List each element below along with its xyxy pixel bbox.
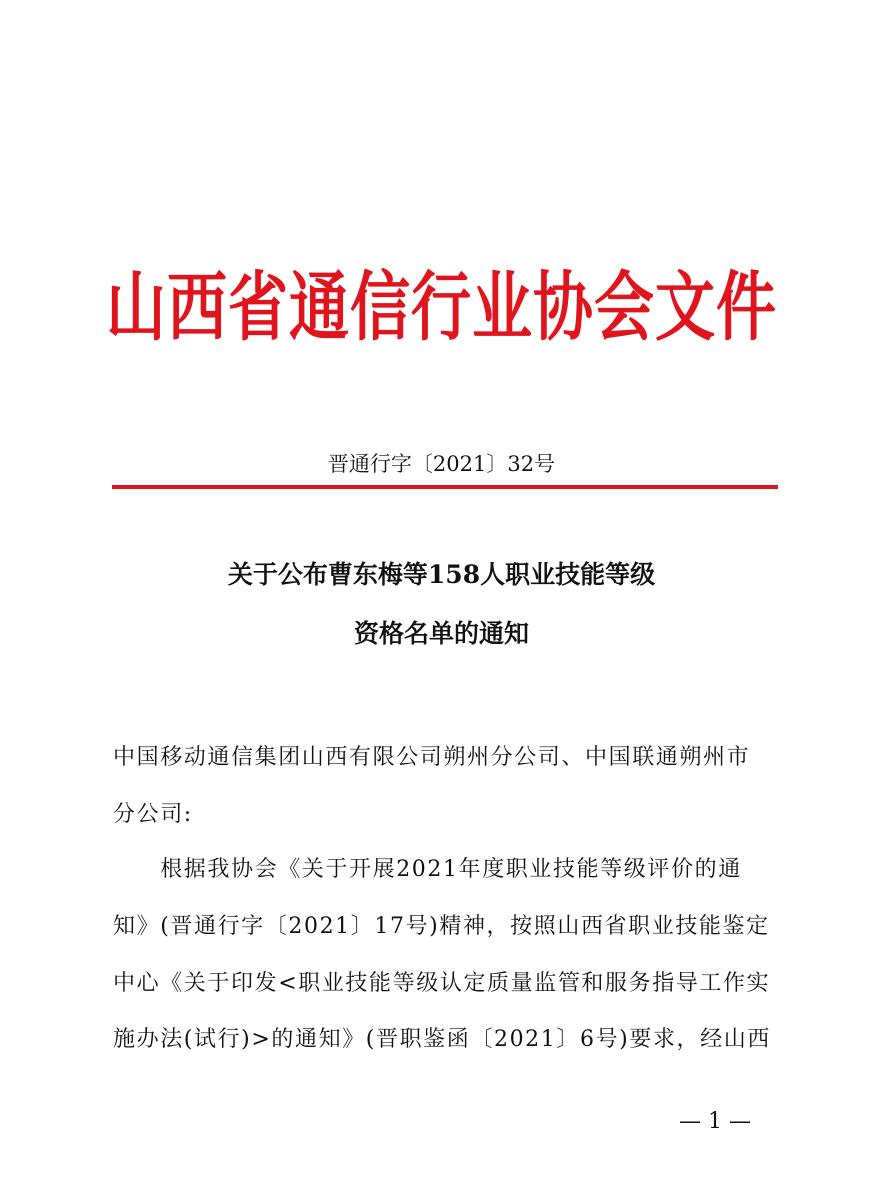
header-divider-rule	[112, 485, 778, 489]
body-paragraph-line-3: 中心《关于印发<职业技能等级认定质量监管和服务指导工作实	[113, 971, 771, 996]
body-paragraph-line-2: 知》(晋通行字〔2021〕17号)精神，按照山西省职业技能鉴定	[113, 914, 770, 939]
body-paragraph-line-1: 根据我协会《关于开展2021年度职业技能等级评价的通	[113, 857, 742, 882]
document-number: 晋通行字〔2021〕32号	[327, 452, 556, 476]
body-paragraph-line-4: 施办法(试行)>的通知》(晋职鉴函〔2021〕6号)要求，经山西	[113, 1027, 771, 1052]
notice-title-line-1: 关于公布曹东梅等158人职业技能等级	[227, 560, 656, 589]
page-number: — 1 —	[679, 1109, 751, 1134]
recipient-line-2: 分公司:	[113, 802, 193, 827]
document-header-title: 山西省通信行业协会文件	[106, 264, 777, 352]
notice-title-line-2: 资格名单的通知	[353, 619, 529, 648]
recipient-line-1: 中国移动通信集团山西有限公司朔州分公司、中国联通朔州市	[113, 745, 751, 770]
